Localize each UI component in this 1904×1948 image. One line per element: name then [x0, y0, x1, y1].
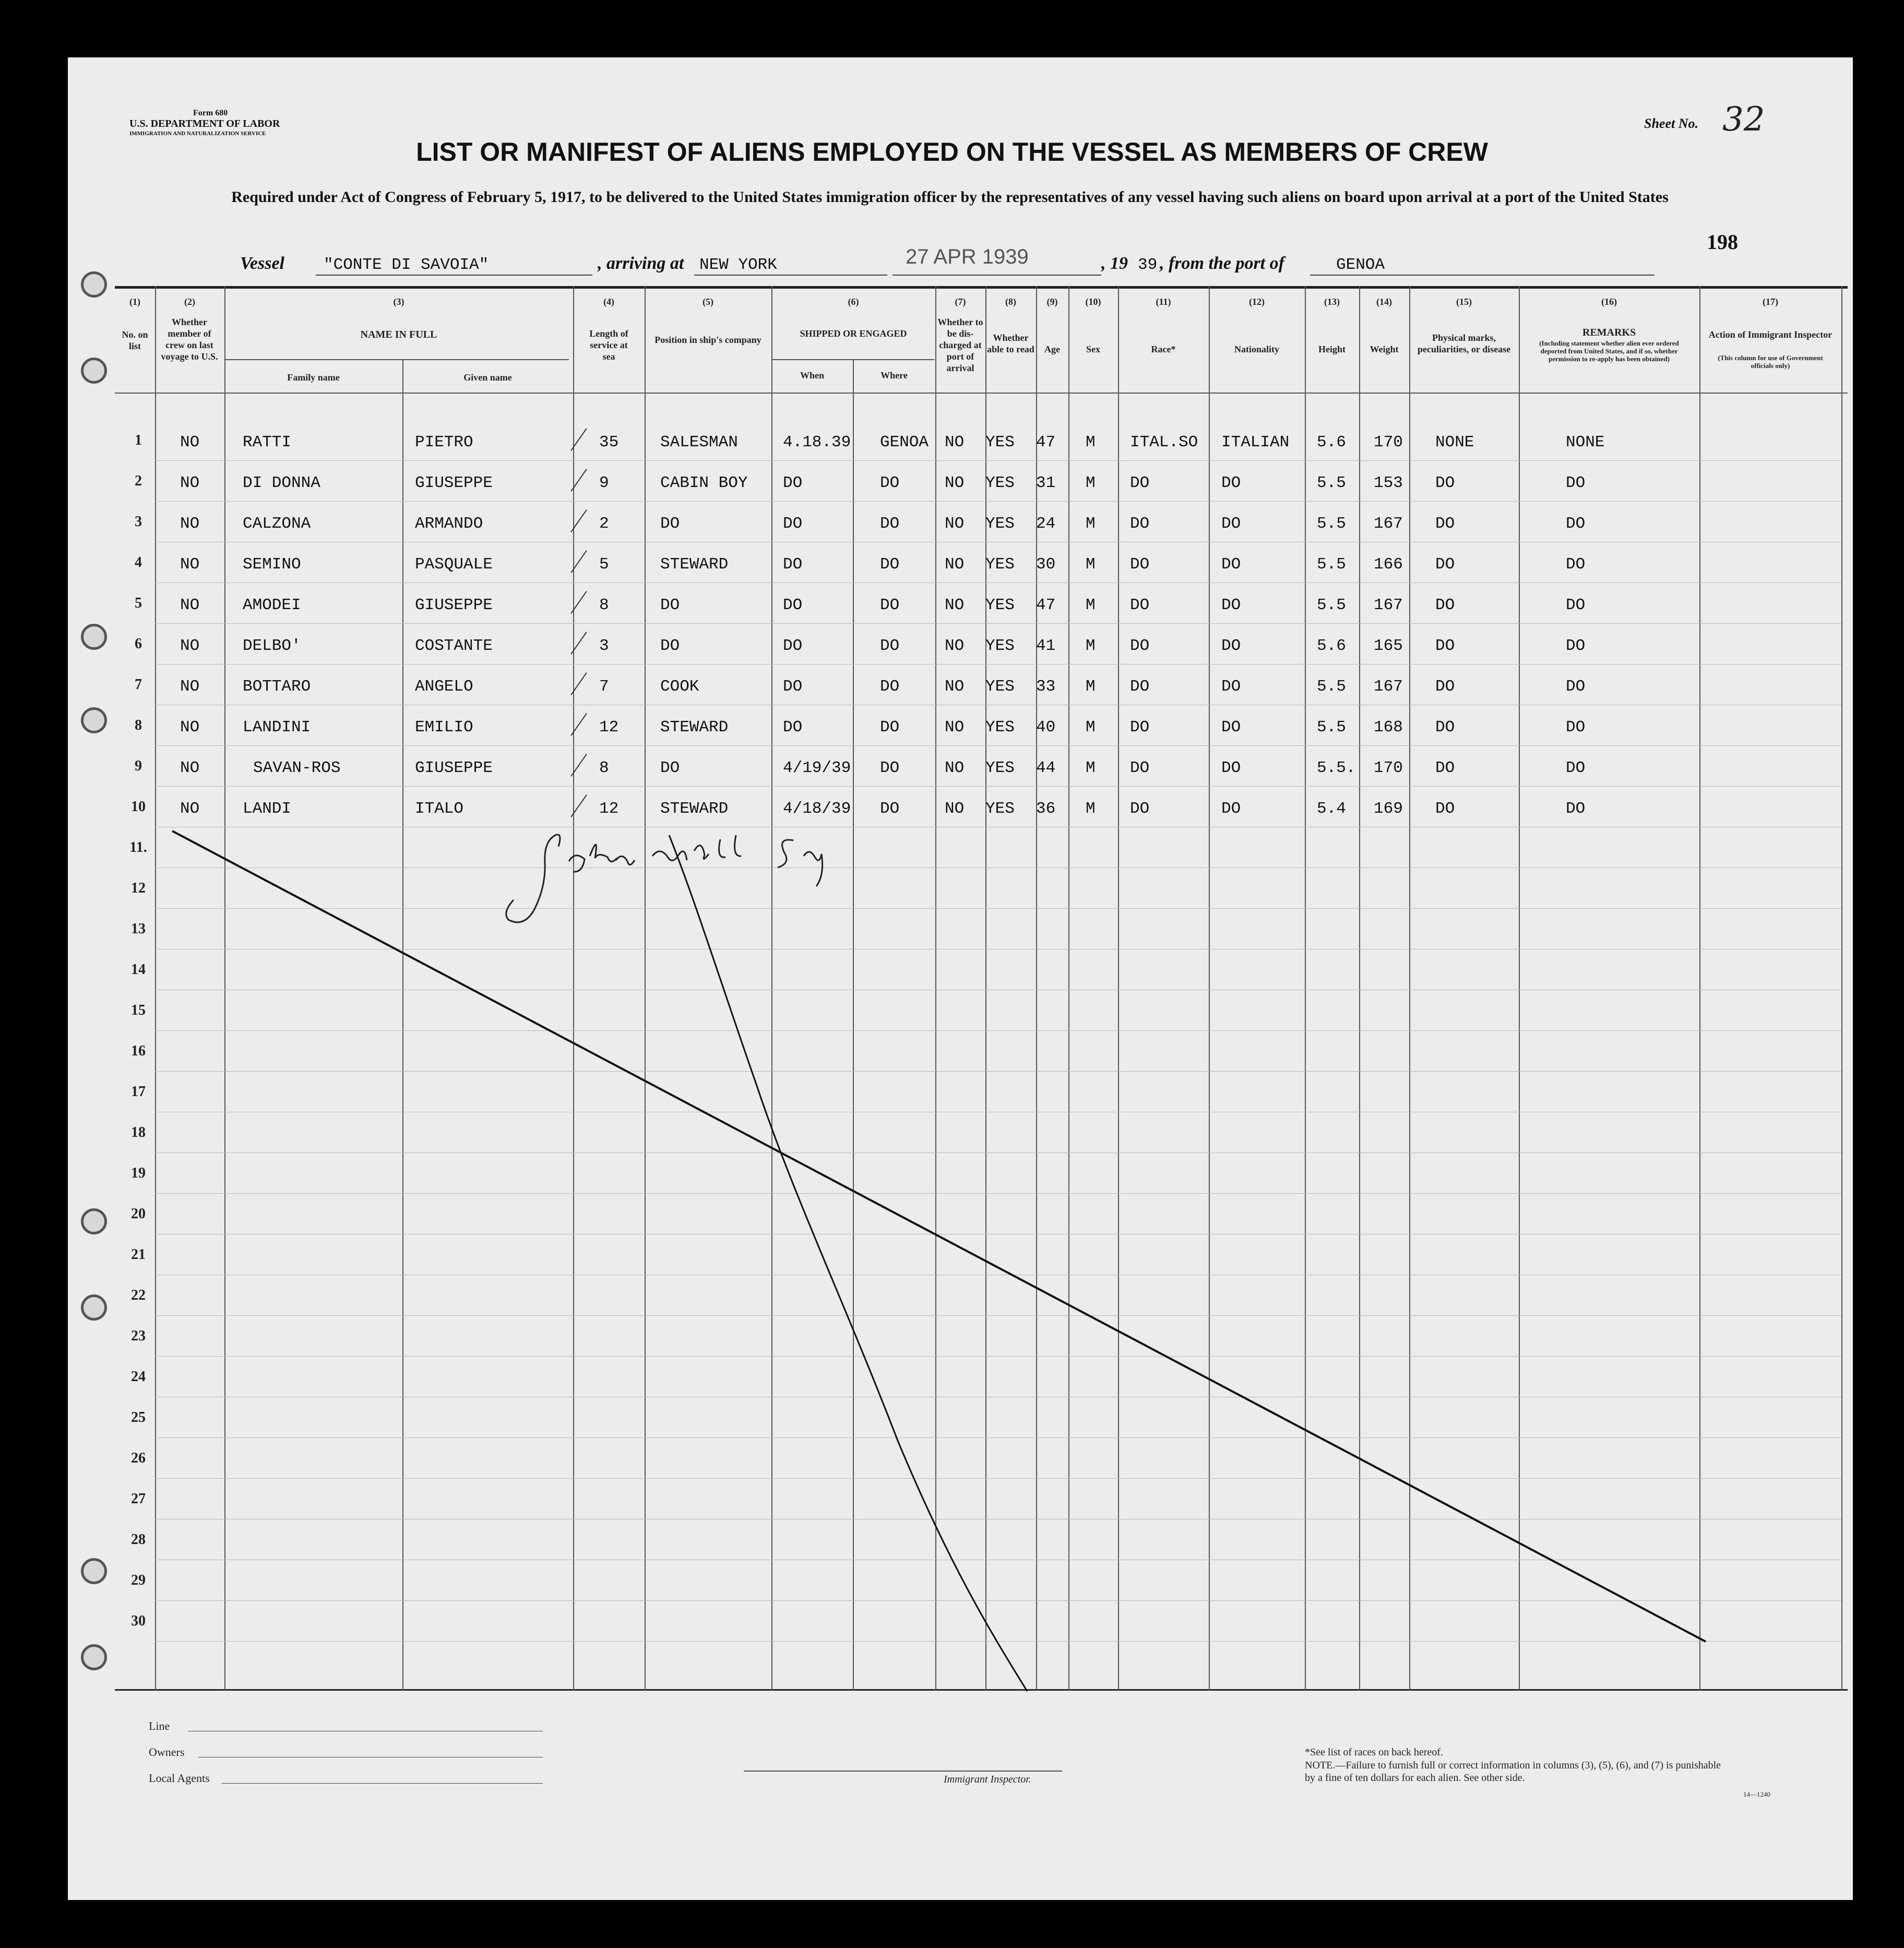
col-number: (14): [1376, 296, 1392, 307]
cell-crew-last-voyage: NO: [180, 759, 200, 777]
cell-service-length: 2: [599, 515, 609, 533]
cell-given-name: GIUSEPPE: [415, 759, 493, 777]
col-number: (16): [1601, 296, 1617, 307]
row-number: 11.: [129, 839, 147, 856]
cell-height: 5.5.: [1317, 759, 1356, 777]
cell-race: DO: [1130, 596, 1150, 614]
cell-family-name: BOTTARO: [243, 678, 311, 696]
date-stamp: 27 APR 1939: [906, 245, 1029, 268]
footer-owners-label: Owners: [149, 1745, 185, 1759]
cell-position: DO: [660, 596, 680, 614]
footer-races-note: *See list of races on back hereof.: [1305, 1747, 1443, 1758]
row-number: 19: [131, 1165, 146, 1181]
cell-service-length: 3: [599, 637, 609, 655]
cell-race: DO: [1130, 678, 1150, 696]
cell-nationality: DO: [1221, 515, 1241, 533]
cell-sex: M: [1086, 596, 1096, 614]
cell-shipped-when: DO: [783, 555, 803, 574]
cell-weight: 168: [1374, 718, 1403, 737]
cell-given-name: ITALO: [415, 800, 464, 818]
header-age: Age: [1044, 344, 1060, 354]
header-remarks-note: (Including statement whether alien ever ordered deported from United States, and if so, whether permission to re-apply has been obtained): [1539, 339, 1679, 363]
header-where: Where: [880, 370, 908, 381]
cell-race: DO: [1130, 759, 1150, 777]
cell-position: COOK: [660, 678, 699, 696]
cell-crew-last-voyage: NO: [180, 474, 200, 492]
cell-nationality: DO: [1221, 596, 1241, 614]
cell-height: 5.6: [1317, 433, 1346, 452]
col-number: (4): [603, 296, 614, 307]
cell-sex: M: [1086, 718, 1096, 737]
row-number: 5: [135, 595, 142, 611]
cell-service-length: 8: [599, 596, 609, 614]
cell-weight: 166: [1374, 555, 1403, 574]
header-position: Position in ship's company: [654, 335, 761, 345]
cell-remarks: DO: [1566, 474, 1586, 492]
header-shipped-or-engaged: SHIPPED OR ENGAGED: [800, 328, 907, 339]
footer-inspector-label: Immigrant Inspector.: [944, 1774, 1031, 1785]
footer-agents-field: [222, 1783, 543, 1784]
row-number: 23: [131, 1328, 146, 1344]
cell-crew-last-voyage: NO: [180, 800, 200, 818]
row-number: 7: [135, 676, 142, 693]
cell-age: 24: [1036, 515, 1056, 533]
cell-age: 47: [1036, 433, 1056, 452]
cell-able-to-read: YES: [985, 637, 1015, 655]
cell-shipped-when: DO: [783, 596, 803, 614]
cell-shipped-where: DO: [880, 555, 900, 574]
cell-service-length: 12: [599, 800, 619, 818]
cell-given-name: PASQUALE: [415, 555, 493, 574]
cell-crew-last-voyage: NO: [180, 718, 200, 737]
cell-family-name: LANDINI: [243, 718, 311, 737]
cell-family-name: DI DONNA: [243, 474, 320, 492]
cell-family-name: CALZONA: [243, 515, 311, 533]
cell-physical-marks: DO: [1435, 474, 1455, 492]
cell-height: 5.5: [1317, 718, 1346, 737]
vertical-cancel-line: [669, 835, 1027, 1691]
cell-position: STEWARD: [660, 718, 729, 737]
cell-discharged: NO: [945, 433, 965, 452]
row-number: 1: [135, 432, 142, 448]
row-number: 18: [131, 1124, 146, 1141]
row-number: 15: [131, 1002, 146, 1018]
cell-remarks: DO: [1566, 637, 1586, 655]
cell-sex: M: [1086, 474, 1096, 492]
row-number: 22: [131, 1287, 146, 1303]
header-height: Height: [1318, 344, 1346, 354]
row-number: 30: [131, 1613, 146, 1629]
row-number: 21: [131, 1246, 146, 1263]
cell-position: DO: [660, 515, 680, 533]
cell-height: 5.5: [1317, 515, 1346, 533]
cell-crew-last-voyage: NO: [180, 433, 200, 452]
cell-race: DO: [1130, 515, 1150, 533]
cell-discharged: NO: [945, 555, 965, 574]
cell-nationality: DO: [1221, 474, 1241, 492]
sheet-number: 32: [1722, 100, 1765, 139]
cell-remarks: DO: [1566, 515, 1586, 533]
cell-sex: M: [1086, 637, 1096, 655]
cell-shipped-when: 4/19/39: [783, 759, 851, 777]
cell-given-name: COSTANTE: [415, 637, 493, 655]
cell-height: 5.5: [1317, 474, 1346, 492]
cell-age: 31: [1036, 474, 1056, 492]
cell-discharged: NO: [945, 800, 965, 818]
cell-family-name: RATTI: [243, 433, 292, 452]
header-discharged: Whether to be dis-charged at port of arrival: [937, 317, 983, 373]
header-name-in-full: NAME IN FULL: [360, 329, 437, 340]
cell-service-length: 8: [599, 759, 609, 777]
row-number: 8: [135, 717, 142, 733]
col-number: (1): [129, 296, 140, 307]
header-race: Race*: [1151, 344, 1176, 354]
cell-race: DO: [1130, 474, 1150, 492]
sheet-label: Sheet No.: [1644, 116, 1698, 131]
cell-able-to-read: YES: [985, 596, 1015, 614]
form-subtitle: Required under Act of Congress of February 5, 1917, to be delivered to the United States immigration officer by the representatives of any vessel having such aliens on board upon arrival at a port of the United States: [231, 188, 1669, 206]
cell-family-name: SAVAN-ROS: [253, 759, 341, 777]
col-number: (6): [848, 296, 859, 307]
cell-remarks: DO: [1566, 596, 1586, 614]
cell-physical-marks: DO: [1435, 596, 1455, 614]
cell-remarks: DO: [1566, 678, 1586, 696]
row-number: 9: [135, 758, 142, 774]
cell-able-to-read: YES: [985, 555, 1015, 574]
header-weight: Weight: [1370, 344, 1399, 354]
cell-age: 40: [1036, 718, 1056, 737]
cell-height: 5.5: [1317, 555, 1346, 574]
cell-shipped-where: DO: [880, 759, 900, 777]
cell-family-name: DELBO': [243, 637, 301, 655]
col-number: (7): [955, 296, 966, 307]
cell-weight: 170: [1374, 433, 1403, 452]
form-title: LIST OR MANIFEST OF ALIENS EMPLOYED ON THE VESSEL AS MEMBERS OF CREW: [416, 137, 1488, 167]
department-name: U.S. DEPARTMENT OF LABOR: [129, 118, 280, 129]
cell-physical-marks: DO: [1435, 800, 1455, 818]
col-number: (10): [1085, 296, 1101, 307]
cell-family-name: AMODEI: [243, 596, 301, 614]
cell-remarks: DO: [1566, 555, 1586, 574]
cell-sex: M: [1086, 800, 1096, 818]
cell-weight: 169: [1374, 800, 1403, 818]
header-physical-marks: Physical marks, peculiarities, or disease: [1417, 332, 1511, 354]
cell-crew-last-voyage: NO: [180, 555, 200, 574]
cell-service-length: 35: [599, 433, 619, 452]
header-sex: Sex: [1086, 344, 1100, 354]
cell-remarks: DO: [1566, 718, 1586, 737]
cell-able-to-read: YES: [985, 718, 1015, 737]
row-number: 28: [131, 1531, 146, 1548]
row-number: 16: [131, 1043, 146, 1059]
cell-crew-last-voyage: NO: [180, 515, 200, 533]
header-when: When: [800, 370, 824, 381]
cell-weight: 167: [1374, 678, 1403, 696]
cell-given-name: GIUSEPPE: [415, 474, 493, 492]
cell-physical-marks: DO: [1435, 555, 1455, 574]
cell-service-length: 5: [599, 555, 609, 574]
cell-able-to-read: YES: [985, 759, 1015, 777]
cell-service-length: 9: [599, 474, 609, 492]
header-length-of-service: Length of service at sea: [589, 328, 628, 362]
cell-weight: 167: [1374, 596, 1403, 614]
cell-weight: 170: [1374, 759, 1403, 777]
cell-able-to-read: YES: [985, 515, 1015, 533]
cell-crew-last-voyage: NO: [180, 596, 200, 614]
vessel-label: Vessel: [240, 254, 284, 273]
signature-text: John a Wall Insp: [626, 814, 630, 815]
form-number: Form 680: [193, 109, 228, 117]
cell-age: 33: [1036, 678, 1056, 696]
cell-discharged: NO: [945, 759, 965, 777]
row-number: 14: [131, 961, 146, 978]
col-number: (8): [1005, 296, 1016, 307]
cell-physical-marks: DO: [1435, 637, 1455, 655]
cell-able-to-read: YES: [985, 800, 1015, 818]
cell-service-length: 12: [599, 718, 619, 737]
cell-shipped-where: GENOA: [880, 433, 929, 452]
col-number: (13): [1324, 296, 1340, 307]
cell-position: SALESMAN: [660, 433, 738, 452]
cell-physical-marks: NONE: [1435, 433, 1474, 452]
cell-height: 5.5: [1317, 678, 1346, 696]
cell-race: DO: [1130, 800, 1150, 818]
header-inspector-action: Action of Immigrant Inspector: [1708, 329, 1832, 340]
cell-service-length: 7: [599, 678, 609, 696]
col-number: (12): [1249, 296, 1265, 307]
header-able-to-read: Whether able to read: [987, 332, 1034, 354]
cell-age: 36: [1036, 800, 1056, 818]
cell-remarks: DO: [1566, 759, 1586, 777]
footer-line-label: Line: [149, 1719, 170, 1732]
inspector-signature-line: [744, 1771, 1062, 1772]
cell-weight: 167: [1374, 515, 1403, 533]
row-number: 6: [135, 636, 142, 652]
cell-physical-marks: DO: [1435, 718, 1455, 737]
cell-shipped-where: DO: [880, 474, 900, 492]
row-number: 3: [135, 514, 142, 530]
cell-given-name: ARMANDO: [415, 515, 483, 533]
cell-sex: M: [1086, 515, 1096, 533]
cell-physical-marks: DO: [1435, 759, 1455, 777]
cell-age: 44: [1036, 759, 1056, 777]
cell-shipped-when: 4/18/39: [783, 800, 851, 818]
vessel-name: "CONTE DI SAVOIA": [324, 256, 489, 274]
cell-race: ITAL.SO: [1130, 433, 1198, 452]
cell-sex: M: [1086, 433, 1096, 452]
cell-shipped-when: DO: [783, 474, 803, 492]
cell-shipped-when: DO: [783, 637, 803, 655]
year-value: 39: [1138, 256, 1158, 274]
cell-able-to-read: YES: [985, 678, 1015, 696]
arriving-label: , arriving at: [598, 254, 684, 273]
cell-physical-marks: DO: [1435, 678, 1455, 696]
cell-sex: M: [1086, 678, 1096, 696]
cell-able-to-read: YES: [985, 433, 1015, 452]
row-number: 10: [131, 799, 146, 815]
cell-discharged: NO: [945, 718, 965, 737]
row-number: 17: [131, 1084, 146, 1100]
cell-position: CABIN BOY: [660, 474, 748, 492]
row-number: 13: [131, 921, 146, 937]
cell-remarks: DO: [1566, 800, 1586, 818]
cell-family-name: LANDI: [243, 800, 292, 818]
cell-given-name: PIETRO: [415, 433, 473, 452]
cell-race: DO: [1130, 637, 1150, 655]
row-number: 29: [131, 1572, 146, 1588]
footer-penalty-note: NOTE.—Failure to furnish full or correct information in columns (3), (5), (6), and (7) is punishable by a fine of ten dollars for each alien. See other side.: [1305, 1760, 1721, 1784]
footer-agents-label: Local Agents: [149, 1772, 210, 1785]
col-number: (17): [1763, 296, 1778, 307]
cell-shipped-when: 4.18.39: [783, 433, 851, 452]
row-number: 4: [135, 554, 142, 571]
cell-weight: 153: [1374, 474, 1403, 492]
cell-given-name: EMILIO: [415, 718, 473, 737]
col-number: (2): [184, 296, 195, 307]
cell-discharged: NO: [945, 678, 965, 696]
cell-remarks: NONE: [1566, 433, 1605, 452]
cell-discharged: NO: [945, 474, 965, 492]
header-remarks: REMARKS: [1582, 327, 1636, 338]
col-number: (9): [1046, 296, 1058, 307]
cell-discharged: NO: [945, 637, 965, 655]
cell-sex: M: [1086, 555, 1096, 574]
row-number: 2: [135, 473, 142, 489]
cell-shipped-when: DO: [783, 515, 803, 533]
page-stamp: 198: [1707, 230, 1738, 254]
cell-height: 5.6: [1317, 637, 1346, 655]
cell-weight: 165: [1374, 637, 1403, 655]
cell-position: STEWARD: [660, 800, 729, 818]
cell-age: 41: [1036, 637, 1056, 655]
diagonal-cancel-line: [172, 831, 1706, 1642]
cell-race: DO: [1130, 718, 1150, 737]
cell-nationality: DO: [1221, 555, 1241, 574]
cell-height: 5.5: [1317, 596, 1346, 614]
col-number: (5): [703, 296, 713, 307]
cell-nationality: DO: [1221, 678, 1241, 696]
cell-nationality: DO: [1221, 637, 1241, 655]
cell-position: STEWARD: [660, 555, 729, 574]
cell-race: DO: [1130, 555, 1150, 574]
cell-shipped-where: DO: [880, 718, 900, 737]
cell-shipped-where: DO: [880, 515, 900, 533]
cell-crew-last-voyage: NO: [180, 637, 200, 655]
cell-shipped-when: DO: [783, 718, 803, 737]
row-number: 20: [131, 1206, 146, 1222]
cell-discharged: NO: [945, 596, 965, 614]
cell-shipped-when: DO: [783, 678, 803, 696]
row-number: 27: [131, 1491, 146, 1507]
cell-given-name: GIUSEPPE: [415, 596, 493, 614]
cell-nationality: DO: [1221, 759, 1241, 777]
inspector-signature: [506, 835, 823, 922]
service-name: IMMIGRATION AND NATURALIZATION SERVICE: [129, 130, 266, 137]
cell-shipped-where: DO: [880, 637, 900, 655]
cell-shipped-where: DO: [880, 800, 900, 818]
cell-given-name: ANGELO: [415, 678, 473, 696]
from-label: , from the port of: [1160, 254, 1284, 273]
row-number: 26: [131, 1450, 146, 1466]
cell-able-to-read: YES: [985, 474, 1015, 492]
cell-height: 5.4: [1317, 800, 1346, 818]
cell-shipped-where: DO: [880, 678, 900, 696]
arrival-port: NEW YORK: [699, 256, 777, 274]
cell-nationality: ITALIAN: [1221, 433, 1290, 452]
header-no-on-list: No. on list: [122, 329, 148, 351]
cell-sex: M: [1086, 759, 1096, 777]
col-number: (15): [1456, 296, 1472, 307]
footer-form-code: 14—1240: [1743, 1790, 1770, 1798]
cell-discharged: NO: [945, 515, 965, 533]
year-label: , 19: [1101, 254, 1128, 273]
cell-crew-last-voyage: NO: [180, 678, 200, 696]
header-family-name: Family name: [287, 372, 340, 383]
cell-age: 30: [1036, 555, 1056, 574]
cell-physical-marks: DO: [1435, 515, 1455, 533]
header-nationality: Nationality: [1234, 344, 1279, 354]
row-number: 12: [131, 880, 146, 896]
cell-position: DO: [660, 637, 680, 655]
header-given-name: Given name: [463, 372, 512, 383]
row-number: 24: [131, 1369, 146, 1385]
col-number: (11): [1156, 296, 1171, 307]
row-number: 25: [131, 1409, 146, 1426]
cell-nationality: DO: [1221, 800, 1241, 818]
header-inspector-note: (This column for use of Government officials only): [1718, 354, 1823, 370]
cell-shipped-where: DO: [880, 596, 900, 614]
header-crew-last-voyage: Whether member of crew on last voyage to U.S.: [161, 317, 218, 362]
cell-age: 47: [1036, 596, 1056, 614]
col-number: (3): [393, 296, 404, 307]
cell-family-name: SEMINO: [243, 555, 301, 574]
departure-port: GENOA: [1336, 256, 1385, 274]
cell-nationality: DO: [1221, 718, 1241, 737]
cell-position: DO: [660, 759, 680, 777]
